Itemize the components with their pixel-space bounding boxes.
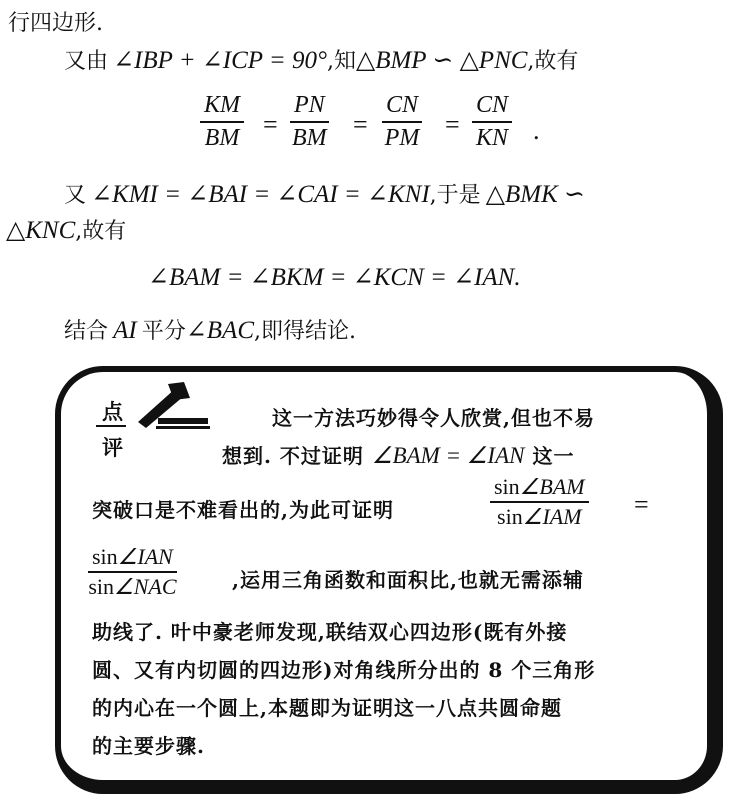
fraction-1 bbox=[200, 92, 244, 152]
line4-suffix: ,故有 bbox=[75, 219, 127, 244]
line1-suffix: ,故有 bbox=[527, 49, 579, 74]
fraction-period: . bbox=[533, 116, 540, 145]
line3-prefix: 又 bbox=[64, 183, 87, 208]
cf1-num bbox=[490, 474, 589, 503]
comment-equals: = bbox=[634, 490, 649, 519]
line3-angles: ∠KMI = ∠BAI = ∠CAI = ∠KNI bbox=[91, 181, 430, 208]
line1-prefix: 又由 bbox=[64, 49, 109, 74]
fraction-2-num: PN bbox=[290, 92, 329, 123]
fraction-2 bbox=[290, 92, 329, 152]
cf2-num bbox=[88, 544, 177, 573]
cf1-den-angle: ∠IAM bbox=[522, 504, 582, 529]
line6-angle: ∠BAC bbox=[185, 317, 254, 344]
comment-label-top: 点 bbox=[102, 399, 124, 424]
line-5: ∠BAM = ∠BKM = ∠KCN = ∠IAN. bbox=[148, 264, 521, 291]
fraction-3 bbox=[382, 92, 422, 152]
cf1-den bbox=[490, 503, 589, 530]
comment-p1: 这一方法巧妙得令人欣赏,但也不易 bbox=[272, 406, 595, 430]
comment-p2-b: 这一 bbox=[532, 444, 575, 468]
comment-p4: ,运用三角函数和面积比,也就无需添辅 bbox=[232, 568, 584, 592]
cf1-num-angle: ∠BAM bbox=[519, 474, 585, 499]
fraction-3-num: CN bbox=[382, 92, 422, 123]
cf2-num-angle: ∠IAN bbox=[117, 544, 173, 569]
fraction-4 bbox=[472, 92, 512, 152]
line3-similar: △BMK ∽ bbox=[485, 181, 585, 208]
fraction-4-num: CN bbox=[472, 92, 512, 123]
comment-label-bottom: 评 bbox=[102, 435, 124, 460]
comment-p2-a: 想到. 不过证明 bbox=[222, 444, 364, 468]
line3-middle: ,于是 bbox=[429, 183, 481, 208]
line6-math: AI bbox=[113, 317, 137, 344]
line-1 bbox=[64, 44, 578, 75]
label-divider bbox=[96, 425, 126, 427]
fraction-3-den: PM bbox=[384, 125, 420, 151]
top-line: 行四边形. bbox=[8, 11, 103, 36]
fraction-2-den: BM bbox=[292, 125, 327, 151]
fraction-1-num: KM bbox=[200, 92, 244, 123]
line1-similar: △BMP ∽ △PNC bbox=[355, 47, 528, 74]
cf2-num-fn: sin bbox=[92, 544, 118, 569]
line-4 bbox=[6, 214, 126, 245]
line6-prefix: 结合 bbox=[64, 319, 109, 344]
cf1-num-fn: sin bbox=[494, 474, 520, 499]
equals-2: = bbox=[353, 110, 368, 139]
comment-p5: 助线了. 叶中豪老师发现,联结双心四边形(既有外接 bbox=[92, 620, 568, 644]
line6-middle: 平分 bbox=[141, 319, 186, 344]
line6-suffix: ,即得结论. bbox=[254, 319, 356, 344]
comment-p3: 突破口是不难看出的,为此可证明 bbox=[92, 498, 394, 522]
comment-p6: 圆、又有内切圆的四边形)对角线所分出的 8 个三角形 bbox=[92, 658, 596, 682]
comment-p2 bbox=[222, 440, 574, 469]
line1-know: ,知 bbox=[326, 49, 356, 74]
equals-1: = bbox=[263, 110, 278, 139]
comment-p7: 的内心在一个圆上,本题即为证明这一八点共圆命题 bbox=[92, 696, 562, 720]
cf2-den-angle: ∠NAC bbox=[114, 574, 177, 599]
gavel-icon bbox=[128, 382, 212, 432]
comment-p8: 的主要步骤. bbox=[92, 734, 205, 758]
fraction-1-den: BM bbox=[204, 125, 240, 151]
equals-3: = bbox=[445, 110, 460, 139]
line1-angle-sum: ∠IBP + ∠ICP = 90° bbox=[113, 47, 327, 74]
comment-fraction-2 bbox=[88, 544, 177, 600]
comment-fraction-1 bbox=[490, 474, 589, 530]
line4-similar: △KNC bbox=[6, 217, 76, 244]
line-6 bbox=[64, 314, 356, 345]
fraction-4-den: KN bbox=[476, 125, 509, 151]
cf2-den bbox=[88, 573, 177, 600]
line-3 bbox=[64, 178, 585, 209]
cf1-den-fn: sin bbox=[497, 504, 523, 529]
comment-p2-math: ∠BAM = ∠IAN bbox=[371, 443, 525, 468]
cf2-den-fn: sin bbox=[88, 574, 115, 599]
